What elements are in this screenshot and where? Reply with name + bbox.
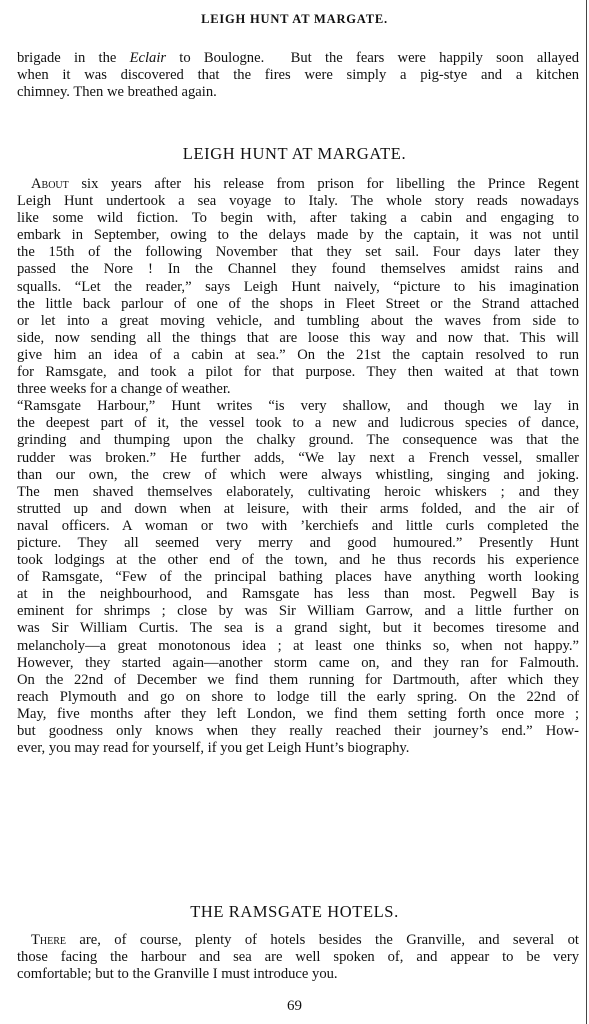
text-line: May, five months after they left London, we find them setting forth once more ; xyxy=(17,705,579,722)
italic-ship-name: Eclair xyxy=(129,50,167,66)
text-line: picture. They all seemed very merry and good humoured.” Presently Hunt xyxy=(17,534,579,551)
text-line: Leigh Hunt undertook a sea voyage to Italy. The whole story reads nowadays xyxy=(17,193,579,210)
text-line: reach Plymouth and go on shore to lodge till the early spring. On the 22nd of xyxy=(17,688,579,705)
text-line: grinding and thumping upon the chalky ground. The consequence was that the xyxy=(17,432,579,449)
section-heading-ramsgate-hotels: THE RAMSGATE HOTELS. xyxy=(190,902,399,921)
text-line: naval officers. A woman or two with ’kerchiefs and little curls completed the xyxy=(17,517,579,534)
text-line: strutted up and down when at leisure, with their arms folded, and the air of xyxy=(17,500,579,517)
text-line: for Ramsgate, and took a pilot for that purpose. They then waited at that town xyxy=(17,364,579,381)
text-line: ever, you may read for yourself, if you get Leigh Hunt’s biography. xyxy=(17,740,410,757)
page-number: 69 xyxy=(287,998,302,1014)
running-head: LEIGH HUNT AT MARGATE. xyxy=(201,12,388,26)
drop-word: About xyxy=(31,176,69,192)
section-body-leigh-hunt xyxy=(17,176,579,757)
text-line: chimney. Then we breathed again. xyxy=(17,84,217,101)
text-line: the 15th of the following November that they set sail. Four days later they xyxy=(17,244,579,261)
text-line: eminent for shrimps ; close by was Sir William Garrow, and a little further on xyxy=(17,603,579,620)
text-line: side, now sending all the things that are loose this way and now that. This will xyxy=(17,329,579,346)
text-line: embark in September, owing to the delays made by the captain, it was not until xyxy=(17,227,579,244)
text-line: squalls. “Let the reader,” says Leigh Hunt naively, “picture to his imagination xyxy=(17,278,579,295)
text-line: was Sir William Curtis. The sea is a grand sight, but it becomes tiresome and xyxy=(17,620,579,637)
text-line: at in the neighbourhood, and Ramsgate has less than most. Pegwell Bay is xyxy=(17,586,579,603)
text-line: There are, of course, plenty of hotels besides the Granville, and several ot xyxy=(31,932,579,948)
text-line: than our own, the crew of which were always whistling, singing and joking. xyxy=(17,466,579,483)
text-line: took lodgings at the other end of the town, and he thus records his experience xyxy=(17,552,579,569)
text-line: passed the Nore ! In the Channel they found themselves amidst rains and xyxy=(17,261,579,278)
text-line: of Ramsgate, “Few of the principal bathing places have anything worth looking xyxy=(17,569,579,586)
text-line: three weeks for a change of weather. xyxy=(17,381,231,398)
text-line: when it was discovered that the fires were simply a pig-stye and a kitchen xyxy=(17,67,579,84)
section-heading-leigh-hunt: LEIGH HUNT AT MARGATE. xyxy=(182,144,407,163)
intro-paragraph xyxy=(17,50,579,101)
text-line: or let into a great moving vehicle, and tumbling about the waves from side to xyxy=(17,312,579,329)
text-line: those facing the harbour and sea are well spoken of, and appear to be very xyxy=(17,949,579,966)
text-line: the little back parlour of one of the shops in Fleet Street or the Strand attached xyxy=(17,295,579,312)
text-line: comfortable; but to the Granville I must introduce you. xyxy=(17,966,338,983)
text-line: The men shaved themselves elaborately, cultivating heroic whiskers ; and they xyxy=(17,483,579,500)
text-line: “Ramsgate Harbour,” Hunt writes “is very shallow, and though we lay in xyxy=(17,398,579,415)
text-line: brigade in the Eclair to Boulogne. But the fears were happily soon allayed xyxy=(17,50,579,66)
text-line: However, they started again—another storm came on, and they ran for Falmouth. xyxy=(17,654,579,671)
text-line: give him an idea of a cabin at sea.” On the 21st the captain resolved to run xyxy=(17,346,579,363)
text-line: like some wild fiction. To begin with, after taking a cabin and engaging to xyxy=(17,210,579,227)
text-line: rudder was broken.” He further adds, “We lay next a French vessel, smaller xyxy=(17,449,579,466)
text-line: About six years after his release from prison for libelling the Prince Regent xyxy=(31,176,579,192)
text-line: the deepest part of it, the vessel took to a new and ludicrous species of dance, xyxy=(17,415,579,432)
text-line: but goodness only knows when they really reached their journey’s end.” How- xyxy=(17,723,579,739)
drop-word: There xyxy=(31,932,67,948)
text-line: melancholy—a great monotonous idea ; at least one thinks so, when not happy.” xyxy=(17,637,579,654)
section-body-ramsgate-hotels xyxy=(17,932,579,983)
text-line: On the 22nd of December we find them running for Dartmouth, after which they xyxy=(17,671,579,688)
